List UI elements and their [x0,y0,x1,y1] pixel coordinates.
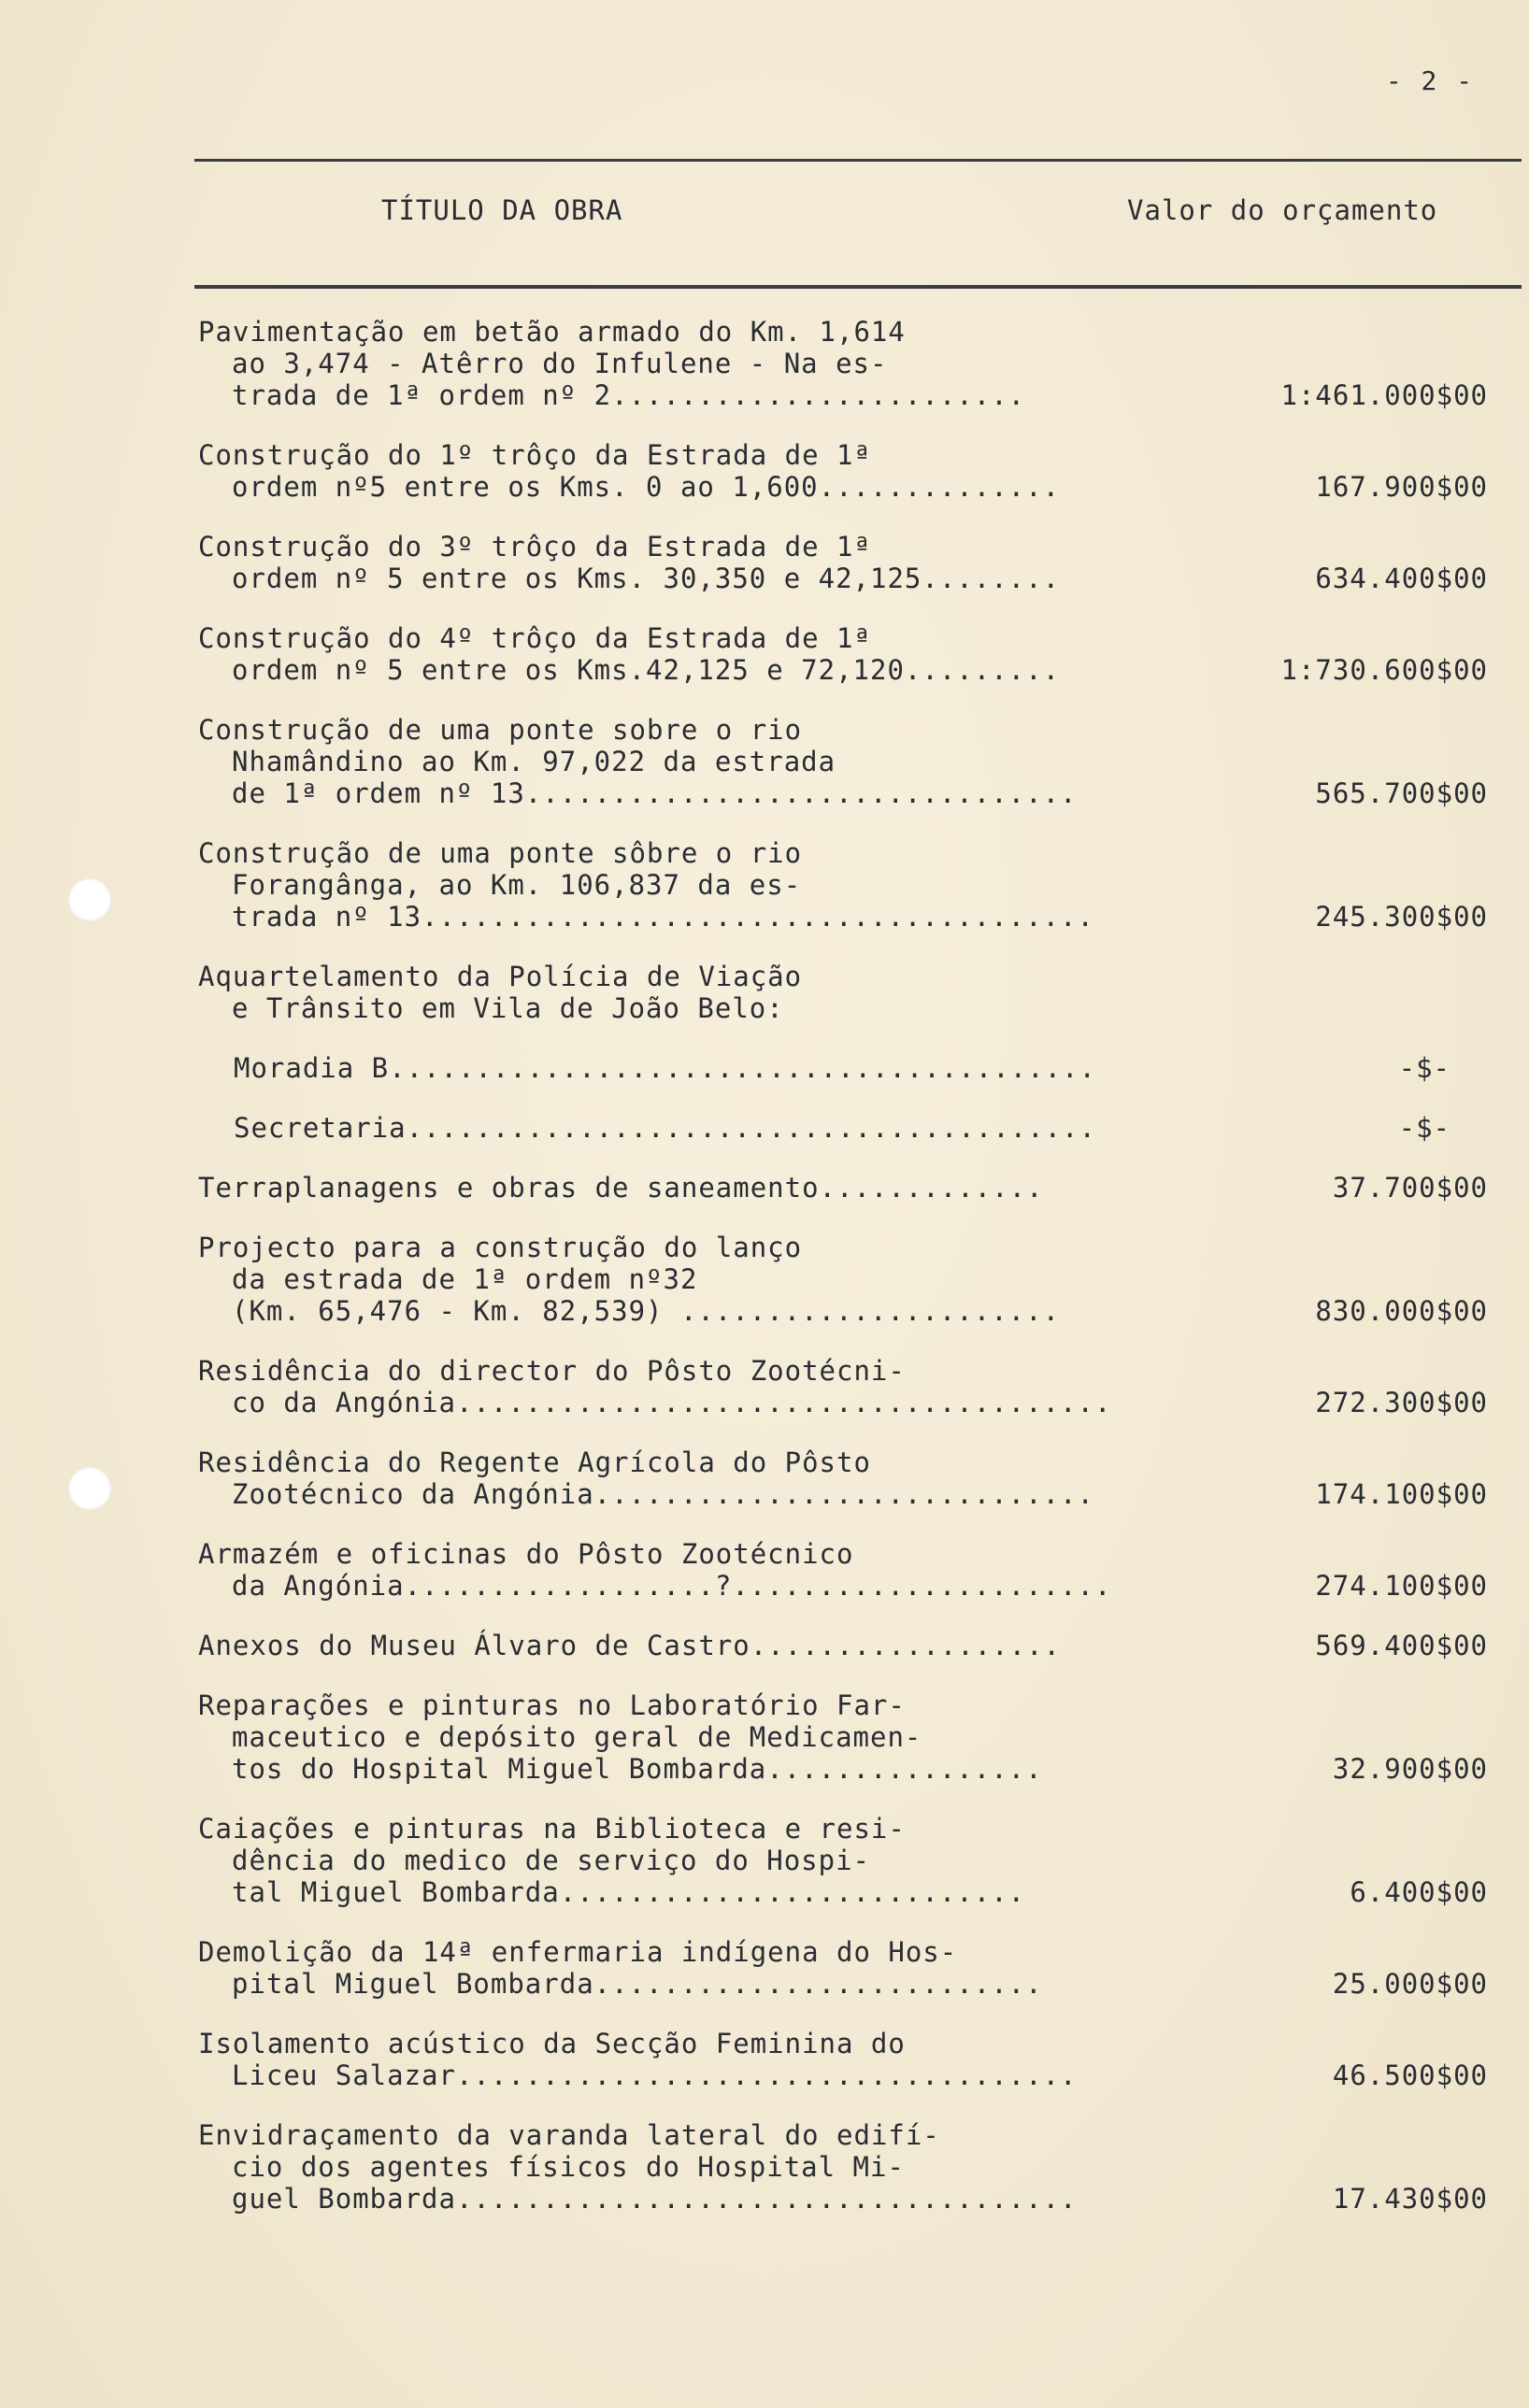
entry-title-line: Terraplanagens e obras de saneamento............. [198,1172,1044,1204]
entry-title-line: Secretaria........................................ [234,1112,1096,1144]
entry-title-line: trada de 1ª ordem nº 2........................ [232,379,1026,411]
budget-entry [198,961,1488,1024]
entry-title-line: Construção do 3º trôço da Estrada de 1ª [198,531,871,563]
entry-title-line: Nhamândino ao Km. 97,022 da estrada [232,746,836,777]
entry-title-line: maceutico e depósito geral de Medicamen- [232,1721,922,1753]
entry-amount: 565.700$00 [1315,777,1488,809]
sub-entry [198,1052,1488,1084]
entry-title-line: da Angónia..................?...................... [232,1570,1112,1602]
budget-entry [198,1813,1488,1908]
entry-title-line: Caiações e pinturas na Biblioteca e resi- [198,1813,906,1845]
column-header-title: TÍTULO DA OBRA [381,194,623,226]
punch-hole [68,878,111,921]
entry-amount: 569.400$00 [1315,1630,1488,1661]
entry-title-line: ordem nº5 entre os Kms. 0 ao 1,600.............. [232,471,1061,503]
entry-title-line: Anexos do Museu Álvaro de Castro.................. [198,1630,1061,1661]
budget-entry [198,1172,1488,1204]
entry-title-line: Projecto para a construção do lanço [198,1232,803,1263]
entry-title-line: Envidraçamento da varanda lateral do edifí- [198,2119,940,2151]
budget-entry [198,1630,1488,1661]
entry-title-line: cio dos agentes físicos do Hospital Mi- [232,2151,905,2183]
entry-title-line: trada nº 13....................................... [232,901,1094,933]
entry-amount: 32.900$00 [1332,1753,1488,1785]
budget-entry [198,2028,1488,2091]
entry-title-line: Demolição da 14ª enfermaria indígena do Hos- [198,1936,958,1968]
entry-title-line: Residência do director do Pôsto Zootécni- [198,1355,906,1387]
entry-amount: 37.700$00 [1332,1172,1488,1204]
entry-title-line: e Trânsito em Vila de João Belo: [232,992,784,1024]
budget-entry [198,714,1488,809]
entry-amount: 634.400$00 [1315,563,1488,594]
entry-title-line: Construção do 1º trôço da Estrada de 1ª [198,439,871,471]
entry-title-line: ordem nº 5 entre os Kms.42,125 e 72,120......... [232,654,1061,686]
entry-title-line: ordem nº 5 entre os Kms. 30,350 e 42,125........ [232,563,1061,594]
header-bottom-rule [194,285,1522,289]
entry-amount: 167.900$00 [1315,471,1488,503]
budget-entry [198,531,1488,594]
entry-title-line: tos do Hospital Miguel Bombarda................ [232,1753,1043,1785]
entry-amount: 17.430$00 [1332,2183,1488,2215]
budget-entry [198,1538,1488,1602]
entry-title-line: Forangânga, ao Km. 106,837 da es- [232,869,802,901]
entry-amount: 174.100$00 [1315,1478,1488,1510]
entry-title-line: Isolamento acústico da Secção Feminina do [198,2028,906,2059]
entry-title-line: Aquartelamento da Polícia de Viação [198,961,803,992]
entries-list [198,316,1488,2243]
entry-amount: 1:730.600$00 [1280,654,1488,686]
sub-entry [198,1112,1488,1144]
entry-title-line: Zootécnico da Angónia............................. [232,1478,1094,1510]
budget-entry [198,1936,1488,2000]
entry-title-line: co da Angónia...................................... [232,1387,1112,1418]
entry-title-line: de 1ª ordem nº 13................................ [232,777,1078,809]
entry-amount: 1:461.000$00 [1280,379,1488,411]
entry-title-line: guel Bombarda.................................... [232,2183,1078,2215]
budget-entry [198,316,1488,411]
entry-title-line: Construção de uma ponte sobre o rio [198,714,803,746]
budget-entry [198,439,1488,503]
entry-title-line: tal Miguel Bombarda........................... [232,1876,1026,1908]
entry-amount: 25.000$00 [1332,1968,1488,2000]
entry-title-line: ao 3,474 - Atêrro do Infulene - Na es- [232,348,888,379]
budget-entry [198,1446,1488,1510]
header-top-rule [194,159,1522,162]
entry-title-line: Reparações e pinturas no Laboratório Far- [198,1689,906,1721]
entry-title-line: Residência do Regente Agrícola do Pôsto [198,1446,871,1478]
entry-title-line: dência do medico de serviço do Hospi- [232,1845,871,1876]
entry-amount: -$- [1398,1052,1450,1084]
budget-entry [198,1689,1488,1785]
entry-title-line: da estrada de 1ª ordem nº32 [232,1263,698,1295]
entry-title-line: Liceu Salazar.................................... [232,2059,1078,2091]
entry-amount: 274.100$00 [1315,1570,1488,1602]
entry-title-line: (Km. 65,476 - Km. 82,539) ...................... [232,1295,1061,1327]
entry-amount: 6.400$00 [1350,1876,1488,1908]
entry-amount: 272.300$00 [1315,1387,1488,1418]
budget-entry [198,1232,1488,1327]
entry-title-line: Armazém e oficinas do Pôsto Zootécnico [198,1538,854,1570]
entry-title-line: Construção de uma ponte sôbre o rio [198,837,803,869]
page-number: - 2 - [1385,65,1475,96]
entry-amount: 46.500$00 [1332,2059,1488,2091]
entry-title-line: pital Miguel Bombarda.......................... [232,1968,1043,2000]
entry-title-line: Construção do 4º trôço da Estrada de 1ª [198,622,871,654]
budget-entry [198,622,1488,686]
entry-amount: -$- [1398,1112,1450,1144]
entry-title-line: Moradia B......................................... [234,1052,1096,1084]
entry-amount: 830.000$00 [1315,1295,1488,1327]
column-header-value: Valor do orçamento [1127,194,1438,226]
budget-entry [198,837,1488,933]
budget-entry [198,1355,1488,1418]
entry-amount: 245.300$00 [1315,901,1488,933]
entry-title-line: Pavimentação em betão armado do Km. 1,614 [198,316,906,348]
budget-entry [198,2119,1488,2215]
punch-hole [68,1467,111,1510]
